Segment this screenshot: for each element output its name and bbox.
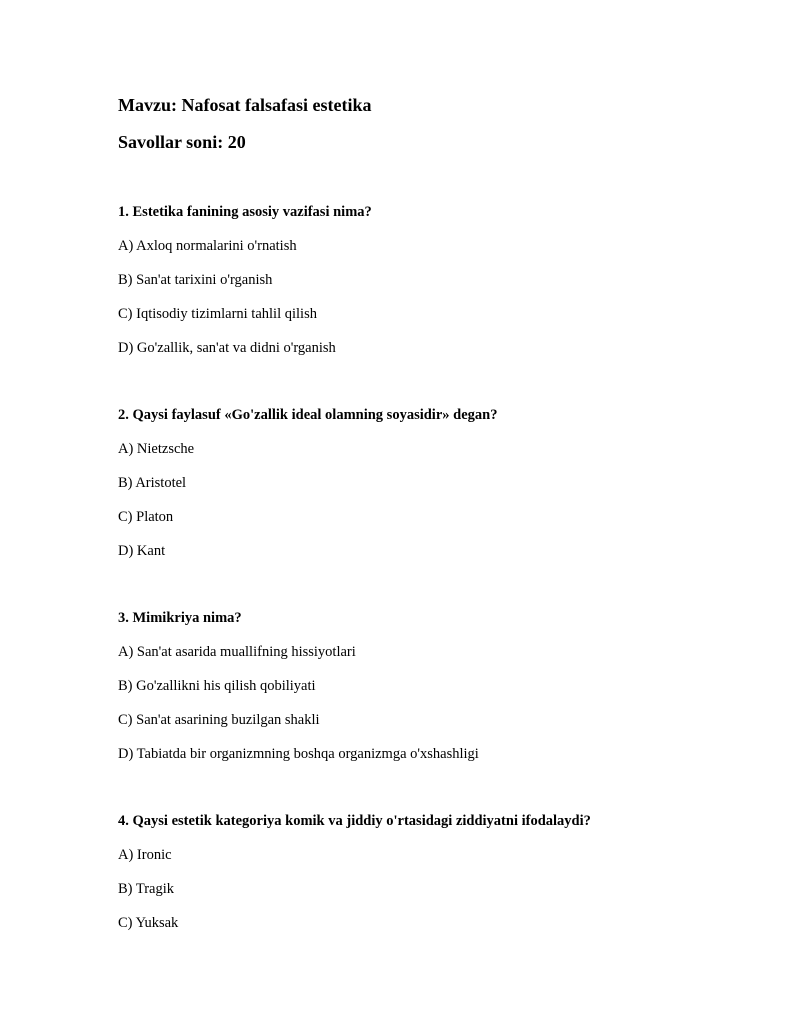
q4-option-b: B) Tragik [118, 881, 175, 897]
q2-option-b: B) Aristotel [118, 475, 187, 491]
q2-option-d: D) Kant [118, 543, 166, 559]
q2-option-c: C) Platon [118, 509, 174, 525]
q3-option-d: D) Tabiatda bir organizmning boshqa organizmga o'xshashligi [118, 746, 479, 762]
q3-option-a: A) San'at asarida muallifning hissiyotlari [118, 644, 356, 660]
q1-option-a: A) Axloq normalarini o'rnatish [118, 238, 297, 254]
q3-option-b: B) Go'zallikni his qilish qobiliyati [118, 678, 316, 694]
topic-heading: Mavzu: Nafosat falsafasi estetika [118, 95, 372, 115]
question-count-heading: Savollar soni: 20 [118, 132, 246, 152]
question-2: 2. Qaysi faylasuf «Go'zallik ideal olamning soyasidir» degan? [118, 407, 498, 423]
question-4: 4. Qaysi estetik kategoriya komik va jiddiy o'rtasidagi ziddiyatni ifodalaydi? [118, 813, 591, 829]
q1-option-d: D) Go'zallik, san'at va didni o'rganish [118, 340, 336, 356]
q3-option-c: C) San'at asarining buzilgan shakli [118, 712, 320, 728]
question-1: 1. Estetika fanining asosiy vazifasi nima? [118, 204, 372, 220]
q4-option-c: C) Yuksak [118, 915, 179, 931]
q1-option-b: B) San'at tarixini o'rganish [118, 272, 273, 288]
question-3: 3. Mimikriya nima? [118, 610, 242, 626]
q4-option-a: A) Ironic [118, 847, 172, 863]
q2-option-a: A) Nietzsche [118, 441, 195, 457]
q1-option-c: C) Iqtisodiy tizimlarni tahlil qilish [118, 306, 317, 322]
